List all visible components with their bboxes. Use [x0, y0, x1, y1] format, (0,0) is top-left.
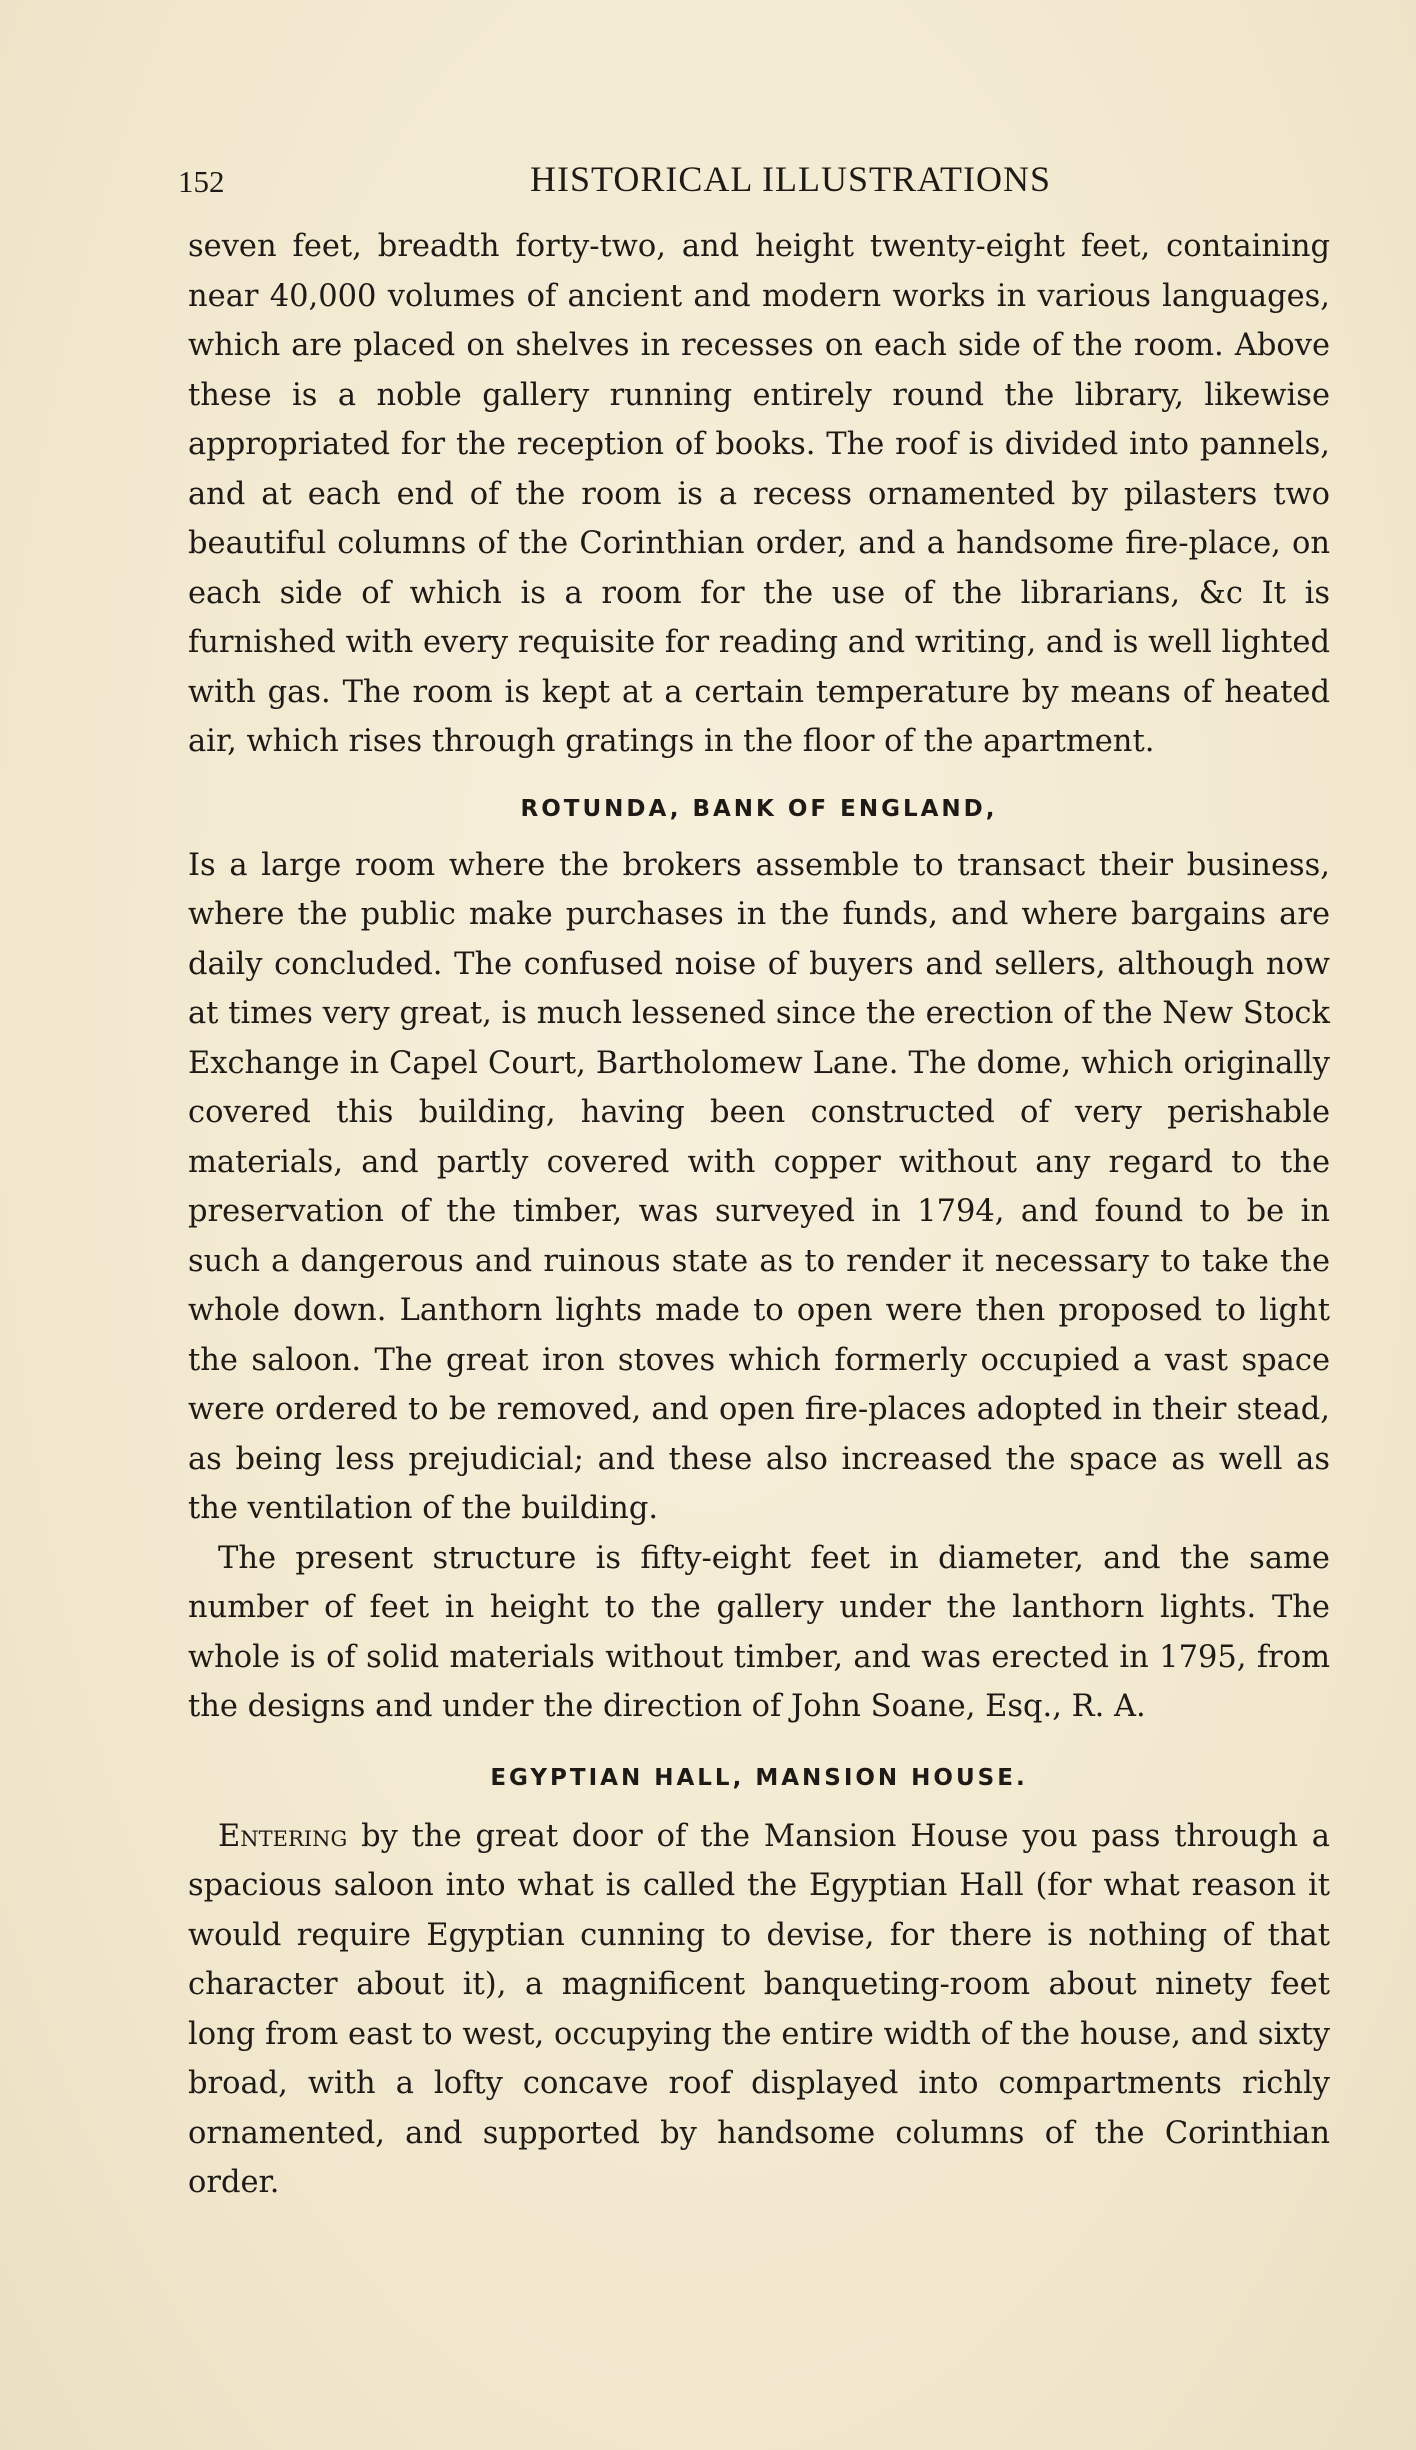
body-text	[188, 222, 1330, 2208]
paragraph-library: seven feet, breadth forty-two, and height twenty-eight feet, containing near 40,000 volumes of ancient and modern works in various languages, which are placed on shelves in recesses on each side of the room. Above these is a noble gallery running entirely round the library, likewise appropriated for the reception of books. The roof is divided into pannels, and at each end of the room is a recess ornamented by pilasters two beautiful columns of the Corinthian order, and a handsome fire-place, on each side of which is a room for the use of the librarians, &c It is furnished with every requisite for reading and writing, and is well lighted with gas. The room is kept at a certain temperature by means of heated air, which rises through gratings in the floor of the apartment.	[188, 229, 1330, 759]
section-heading-rotunda: ROTUNDA, BANK OF ENGLAND,	[520, 795, 998, 822]
paragraph-egyptian-hall	[188, 1812, 1330, 2208]
page-number: 152	[178, 164, 225, 199]
paragraph-present-structure: The present structure is fifty-eight feet in diameter, and the same number of feet in height to the gallery under the lanthorn lights. The whole is of solid materials without timber, and was erected in 1795, from the designs and under the direction of John Soane, Esq., R. A.	[188, 1540, 1330, 1724]
page-header	[178, 158, 1248, 208]
running-head: HISTORICAL ILLUSTRATIONS	[530, 159, 1052, 199]
paragraph-egyptian-hall-text: by the great door of the Mansion House you pass through a spacious saloon into what is called the Egyptian Hall (for what reason it would require Egyptian cunning to devise, for there is nothing of that character about it), a magnificent banqueting-room about ninety feet long from east to west, occupying the entire width of the house, and sixty broad, with a lofty concave roof displayed into compartments richly ornamented, and supported by handsome columns of the Corinthian order.	[188, 1818, 1330, 2200]
lead-word: Entering	[218, 1818, 348, 1854]
section-heading-egyptian-hall: EGYPTIAN HALL, MANSION HOUSE.	[490, 1764, 1028, 1791]
paragraph-rotunda: Is a large room where the brokers assemble to transact their business, where the public make purchases in the funds, and where bargains are daily concluded. The confused noise of buyers and sellers, although now at times very great, is much lessened since the erection of the New Stock Exchange in Capel Court, Bartholomew Lane. The dome, which originally covered this building, having been constructed of very perishable materials, and partly covered with copper without any regard to the preservation of the timber, was surveyed in 1794, and found to be in such a dangerous and ruinous state as to render it necessary to take the whole down. Lanthorn lights made to open were then proposed to light the saloon. The great iron stoves which formerly occupied a vast space were ordered to be removed, and open fire-places adopted in their stead, as being less prejudicial; and these also increased the space as well as the ventilation of the building.	[188, 847, 1330, 1526]
